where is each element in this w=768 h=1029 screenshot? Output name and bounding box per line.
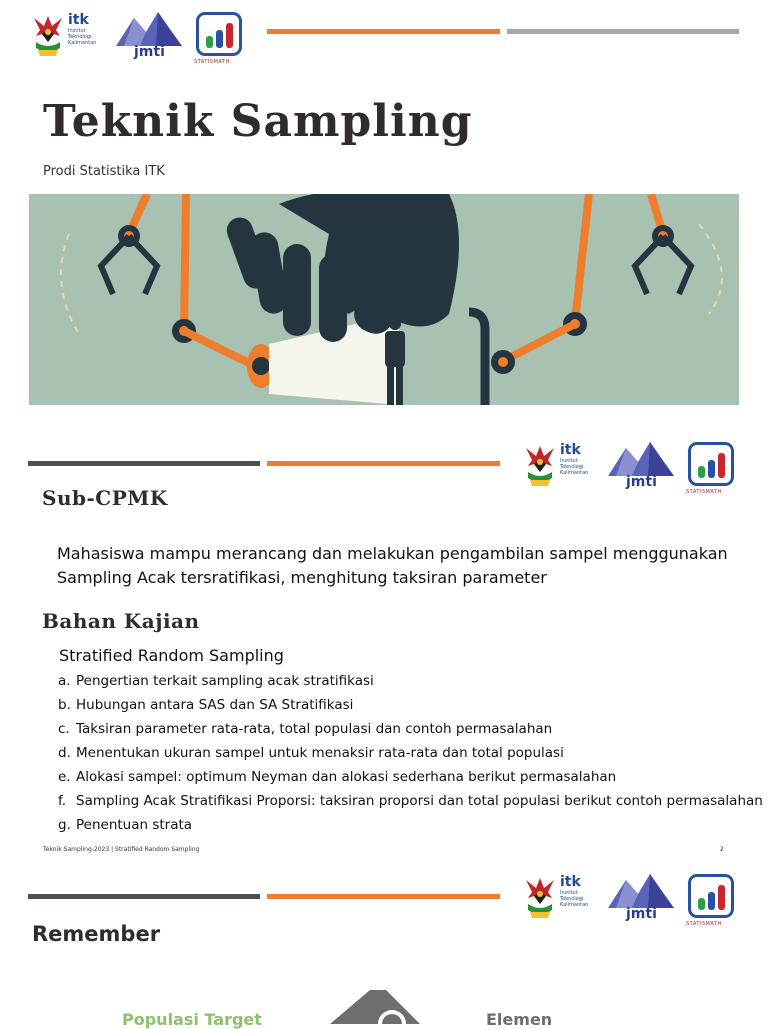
itk-emblem-icon xyxy=(30,12,66,58)
statismath-wordmark: STATISMATH xyxy=(686,921,722,927)
list-marker: b. xyxy=(58,697,71,713)
jmti-wordmark: jmti xyxy=(134,44,165,60)
list-marker: g. xyxy=(58,817,71,833)
itk-subtext: Institut Teknologi Kalimantan xyxy=(560,458,589,476)
cpmk-heading: Sub-CPMK xyxy=(42,486,168,510)
remember-heading: Remember xyxy=(32,922,161,946)
dark-divider xyxy=(28,894,260,899)
list-marker: e. xyxy=(58,769,71,785)
jmti-wordmark: jmti xyxy=(626,474,657,490)
list-item-text: Menentukan ukuran sampel untuk menaksir rata-rata dan total populasi xyxy=(76,745,564,761)
list-item xyxy=(58,694,763,718)
population-diagram-shape xyxy=(330,990,420,1024)
page-title: Teknik Sampling xyxy=(43,96,473,147)
list-marker: c. xyxy=(58,721,70,737)
statismath-logo xyxy=(688,874,740,930)
statismath-logo xyxy=(688,442,740,498)
dark-divider xyxy=(28,461,260,466)
list-item-text: Hubungan antara SAS dan SA Stratifikasi xyxy=(76,697,354,713)
bar-chart-icon xyxy=(204,20,236,50)
itk-logo xyxy=(522,442,594,488)
itk-emblem-icon xyxy=(522,874,558,920)
page-number: 2 xyxy=(720,846,724,853)
mountain-icon xyxy=(608,442,674,476)
orange-divider xyxy=(267,461,500,466)
list-item xyxy=(58,814,763,838)
mountain-icon xyxy=(116,12,182,46)
hero-illustration xyxy=(29,194,739,405)
logo-group-slide3 xyxy=(522,874,740,930)
bar-chart-icon xyxy=(696,450,728,480)
statismath-logo xyxy=(196,12,248,68)
statismath-wordmark: STATISMATH xyxy=(194,59,230,65)
list-item-text: Alokasi sampel: optimum Neyman dan alokasi sederhana berikut permasalahan xyxy=(76,769,617,785)
list-item xyxy=(58,790,763,814)
jmti-wordmark: jmti xyxy=(626,906,657,922)
list-item-text: Penentuan strata xyxy=(76,817,193,833)
itk-logo xyxy=(30,12,102,58)
kajian-heading: Bahan Kajian xyxy=(42,609,200,633)
bar-chart-icon xyxy=(696,882,728,912)
list-marker: a. xyxy=(58,673,71,689)
itk-wordmark: itk xyxy=(560,442,581,458)
jmti-logo xyxy=(608,874,674,920)
statismath-wordmark: STATISMATH xyxy=(686,489,722,495)
list-marker: f. xyxy=(58,793,67,809)
list-item-text: Sampling Acak Stratifikasi Proporsi: taksiran proporsi dan total populasi berikut contoh permasalahan xyxy=(76,793,763,809)
jmti-logo xyxy=(116,12,182,58)
orange-divider xyxy=(267,894,500,899)
list-item xyxy=(58,670,763,694)
list-item-text: Taksiran parameter rata-rata, total populasi dan contoh permasalahan xyxy=(76,721,553,737)
kajian-title: Stratified Random Sampling xyxy=(59,646,284,665)
gray-divider xyxy=(507,29,739,34)
logo-group-slide2 xyxy=(522,442,740,498)
orange-divider xyxy=(267,29,500,34)
list-item xyxy=(58,718,763,742)
itk-wordmark: itk xyxy=(68,12,89,28)
jmti-logo xyxy=(608,442,674,488)
kajian-list xyxy=(58,670,763,838)
list-marker: d. xyxy=(58,745,71,761)
itk-wordmark: itk xyxy=(560,874,581,890)
list-item xyxy=(58,766,763,790)
itk-logo xyxy=(522,874,594,920)
cpmk-text: Mahasiswa mampu merancang dan melakukan pengambilan sampel menggunakan Sampling Acak tersratifikasi, menghitung taksiran parameter xyxy=(57,544,728,587)
itk-emblem-icon xyxy=(522,442,558,488)
slide-footer: Teknik Sampling-2023 | Stratified Random Sampling xyxy=(43,846,200,853)
mountain-icon xyxy=(608,874,674,908)
logo-group-slide1 xyxy=(30,12,248,68)
robot-hand-sampling-illustration xyxy=(29,194,739,405)
populasi-target-label: Populasi Target xyxy=(122,1010,262,1029)
elemen-label: Elemen xyxy=(486,1010,553,1029)
list-item xyxy=(58,742,763,766)
list-item-text: Pengertian terkait sampling acak stratifikasi xyxy=(76,673,374,689)
page-subtitle: Prodi Statistika ITK xyxy=(43,164,165,179)
itk-subtext: Institut Teknologi Kalimantan xyxy=(560,890,589,908)
itk-subtext: Institut Teknologi Kalimantan xyxy=(68,28,97,46)
